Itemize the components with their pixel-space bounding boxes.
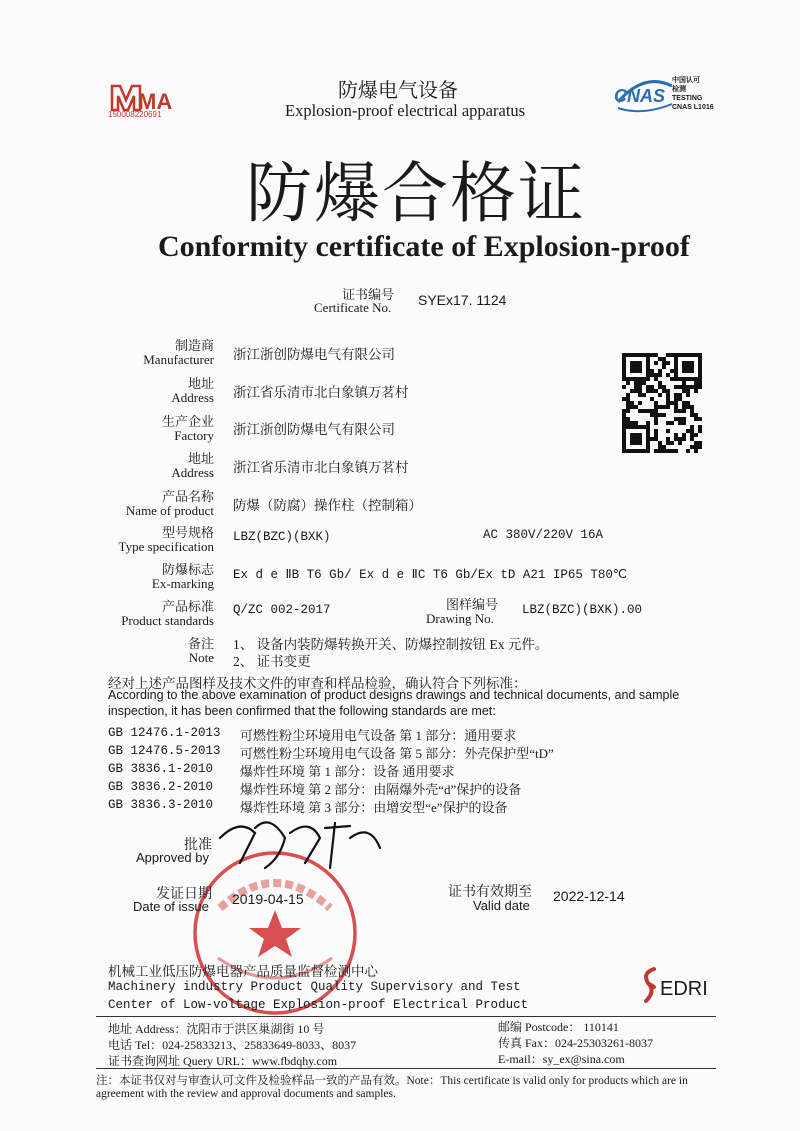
issuer-cn: 机械工业低压防爆电器产品质量监督检测中心 xyxy=(108,964,378,979)
qr-module xyxy=(682,417,686,421)
field-value-rating: AC 380V/220V 16A xyxy=(483,528,604,542)
qr-module xyxy=(662,405,666,409)
cma-number: 150008220691 xyxy=(108,110,162,119)
qr-module xyxy=(674,409,678,413)
standard-desc: 爆炸性环境 第 2 部分：由隔爆外壳“d”保护的设备 xyxy=(240,782,522,797)
qr-module xyxy=(670,369,674,373)
qr-module xyxy=(670,449,674,453)
statement-en-1: According to the above examination of product designs drawings and technical documents, and sample xyxy=(108,688,680,702)
note-line-1: 1、 设备内装防爆转换开关、防爆控制按钮 Ex 元件。 xyxy=(233,637,549,652)
qr-module xyxy=(670,421,674,425)
qr-module xyxy=(682,409,686,413)
field-label-en: Address xyxy=(171,390,214,405)
qr-module xyxy=(670,441,674,445)
note-line-2: 2、 证书变更 xyxy=(233,654,311,669)
field-value: Ex d e ⅡB T6 Gb/ Ex d e ⅡC T6 Gb/Ex tD A21 IP65 T80℃ xyxy=(233,568,627,582)
qr-module xyxy=(650,353,654,357)
qr-module xyxy=(682,389,686,393)
qr-module xyxy=(638,409,642,413)
statement-cn: 经对上述产品图样及技术文件的审查和样品检验，确认符合下列标准： xyxy=(108,676,527,691)
standard-desc: 爆炸性环境 第 3 部分：由增安型“e”保护的设备 xyxy=(240,800,508,815)
qr-module xyxy=(682,381,686,385)
qr-module xyxy=(658,385,662,389)
qr-module xyxy=(622,413,626,417)
qr-module xyxy=(634,381,638,385)
standard-code: GB 3836.1-2010 xyxy=(108,762,214,776)
contact-address: 地址 Address：沈阳市于洪区巢湖街 10 号 xyxy=(108,1022,325,1036)
qr-module xyxy=(658,393,662,397)
cnas-accreditation-text xyxy=(672,76,714,112)
qr-module xyxy=(686,389,690,393)
qr-module xyxy=(686,401,690,405)
contact-fax: 传真 Fax：024-25303261-8037 xyxy=(498,1036,653,1050)
qr-module xyxy=(682,421,686,425)
field-value: 浙江省乐清市北白象镇万茗村 xyxy=(233,385,409,400)
category-cn: 防爆电气设备 xyxy=(338,78,458,102)
qr-module xyxy=(654,429,658,433)
qr-module xyxy=(666,441,670,445)
cnas-line1: 中国认可 xyxy=(672,77,700,84)
qr-module xyxy=(650,409,654,413)
qr-module xyxy=(654,413,658,417)
valid-date-label-cn: 证书有效期至 xyxy=(448,885,532,900)
standard-desc: 可燃性粉尘环境用电气设备 第 5 部分：外壳保护型“tD” xyxy=(240,746,554,761)
qr-module xyxy=(694,381,698,385)
field-label-cn: 地址 xyxy=(187,376,214,391)
qr-module xyxy=(682,401,686,405)
qr-module xyxy=(658,445,662,449)
field-label-cn: 生产企业 xyxy=(161,414,214,429)
qr-module xyxy=(646,389,650,393)
sedri-logo xyxy=(640,965,720,1005)
qr-module xyxy=(654,437,658,441)
drawing-label-en: Drawing No. xyxy=(426,611,494,626)
qr-module xyxy=(646,385,650,389)
qr-module xyxy=(674,433,678,437)
field-label-cn: 防爆标志 xyxy=(161,562,214,577)
qr-module xyxy=(670,377,674,381)
approval-label-cn: 批准 xyxy=(184,838,212,853)
qr-module xyxy=(638,385,642,389)
qr-module xyxy=(630,405,634,409)
contact-url: 证书查询网址 Query URL：www.fbdqhy.com xyxy=(108,1054,338,1068)
qr-module xyxy=(654,405,658,409)
qr-module xyxy=(694,441,698,445)
qr-module xyxy=(626,393,630,397)
sedri-logo-text: EDRI xyxy=(660,978,708,1000)
qr-finder xyxy=(630,361,642,373)
qr-module xyxy=(662,361,666,365)
field-label-en: Type specification xyxy=(118,539,214,554)
qr-module xyxy=(678,397,682,401)
qr-module xyxy=(650,385,654,389)
field-label-en: Address xyxy=(171,465,214,480)
qr-module xyxy=(662,365,666,369)
qr-module xyxy=(674,393,678,397)
qr-module xyxy=(654,409,658,413)
standard-code: GB 3836.2-2010 xyxy=(108,780,214,794)
statement-en-2: inspection, it has been confirmed that the following standards are met: xyxy=(108,704,496,718)
qr-module xyxy=(642,381,646,385)
qr-module xyxy=(626,381,630,385)
qr-module xyxy=(690,425,694,429)
field-value: 浙江省乐清市北白象镇万茗村 xyxy=(233,460,409,475)
certificate-label-en: Certificate No. xyxy=(314,300,392,315)
field-value: LBZ(BZC)(BXK) xyxy=(233,530,331,544)
qr-module xyxy=(654,377,658,381)
qr-module xyxy=(666,401,670,405)
qr-module xyxy=(650,369,654,373)
qr-module xyxy=(654,353,658,357)
issuer-en-1: Machinery industry Product Quality Supervisory and Test xyxy=(108,980,521,994)
qr-module xyxy=(674,401,678,405)
qr-module xyxy=(626,401,630,405)
qr-module xyxy=(622,417,626,421)
qr-module xyxy=(698,425,702,429)
standard-code: GB 12476.5-2013 xyxy=(108,744,221,758)
field-value: 浙江浙创防爆电气有限公司 xyxy=(233,422,395,437)
qr-module xyxy=(666,361,670,365)
qr-module xyxy=(678,421,682,425)
qr-module xyxy=(666,449,670,453)
cnas-brand-text: CNAS xyxy=(614,86,666,106)
standard-desc: 爆炸性环境 第 1 部分：设备 通用要求 xyxy=(240,764,455,779)
qr-module xyxy=(658,373,662,377)
qr-module xyxy=(666,405,670,409)
standard-code: GB 12476.1-2013 xyxy=(108,726,221,740)
qr-module xyxy=(690,429,694,433)
qr-module xyxy=(674,417,678,421)
title-cn: 防爆合格证 xyxy=(246,155,586,232)
qr-module xyxy=(642,393,646,397)
qr-module xyxy=(682,405,686,409)
qr-module xyxy=(630,401,634,405)
qr-module xyxy=(658,357,662,361)
qr-module xyxy=(658,449,662,453)
issue-date-label-en: Date of issue xyxy=(133,899,209,914)
qr-module xyxy=(638,401,642,405)
qr-module xyxy=(626,409,630,413)
cnas-line4: CNAS L1016 xyxy=(672,104,714,111)
field-value: 浙江浙创防爆电气有限公司 xyxy=(233,347,395,362)
category-en: Explosion-proof electrical apparatus xyxy=(285,101,526,120)
cma-brand-text: MA xyxy=(138,89,173,114)
field-label-en: Note xyxy=(188,650,214,665)
qr-module xyxy=(674,405,678,409)
qr-module xyxy=(694,389,698,393)
qr-module xyxy=(658,405,662,409)
qr-module xyxy=(670,353,674,357)
qr-module xyxy=(658,413,662,417)
qr-module xyxy=(654,421,658,425)
qr-module xyxy=(662,389,666,393)
approval-label-en: Approved by xyxy=(136,850,209,865)
qr-module xyxy=(666,437,670,441)
qr-module xyxy=(678,409,682,413)
qr-module xyxy=(690,413,694,417)
qr-module xyxy=(650,413,654,417)
qr-module xyxy=(694,449,698,453)
qr-module xyxy=(634,405,638,409)
qr-module xyxy=(666,429,670,433)
footer-note-1: 注：本证书仅对与审查认可文件及检验样品一致的产品有效。Note：This certificate is valid only for products which are in xyxy=(96,1075,688,1087)
qr-module xyxy=(698,445,702,449)
field-label-cn: 地址 xyxy=(187,451,214,466)
field-value: 防爆（防腐）操作柱（控制箱） xyxy=(233,498,422,513)
signature xyxy=(210,808,390,878)
qr-module xyxy=(654,401,658,405)
field-label-en: Ex-marking xyxy=(151,576,214,591)
contact-tel: 电话 Tel：024-25833213、25833649-8033、8037 xyxy=(108,1038,357,1052)
field-label-en: Name of product xyxy=(125,503,214,518)
qr-module xyxy=(674,385,678,389)
field-label-cn: 备注 xyxy=(187,636,214,651)
footer-rule-bottom xyxy=(96,1068,716,1069)
qr-module xyxy=(650,397,654,401)
qr-module xyxy=(690,433,694,437)
qr-module xyxy=(666,373,670,377)
qr-module xyxy=(654,373,658,377)
qr-module xyxy=(646,409,650,413)
qr-module xyxy=(630,389,634,393)
qr-module xyxy=(626,405,630,409)
qr-module xyxy=(682,433,686,437)
qr-module xyxy=(694,433,698,437)
qr-module xyxy=(698,429,702,433)
cnas-logo xyxy=(612,72,676,116)
field-value: Q/ZC 002-2017 xyxy=(233,603,331,617)
field-label-en: Manufacturer xyxy=(143,352,214,367)
qr-module xyxy=(690,445,694,449)
qr-module xyxy=(686,429,690,433)
qr-module xyxy=(698,381,702,385)
qr-module xyxy=(650,373,654,377)
qr-module xyxy=(622,397,626,401)
qr-module xyxy=(638,389,642,393)
qr-module xyxy=(686,405,690,409)
qr-module xyxy=(658,441,662,445)
qr-module xyxy=(690,385,694,389)
qr-module xyxy=(658,381,662,385)
qr-module xyxy=(694,417,698,421)
qr-module xyxy=(650,389,654,393)
qr-module xyxy=(646,421,650,425)
qr-module xyxy=(666,397,670,401)
qr-module xyxy=(690,405,694,409)
qr-module xyxy=(678,393,682,397)
qr-module xyxy=(626,397,630,401)
qr-module xyxy=(682,437,686,441)
title-en: Conformity certificate of Explosion-proof xyxy=(158,230,690,263)
qr-module xyxy=(694,445,698,449)
issue-date-value: 2019-04-15 xyxy=(232,891,304,907)
contact-postcode: 邮编 Postcode： 110141 xyxy=(498,1020,619,1034)
qr-module xyxy=(650,437,654,441)
qr-module xyxy=(630,421,634,425)
qr-module xyxy=(674,397,678,401)
qr-module xyxy=(666,421,670,425)
qr-module xyxy=(654,389,658,393)
certificate-label-cn: 证书编号 xyxy=(342,287,395,302)
qr-module xyxy=(638,381,642,385)
qr-finder xyxy=(682,361,694,373)
qr-code xyxy=(621,351,703,455)
qr-module xyxy=(682,385,686,389)
qr-module xyxy=(666,393,670,397)
qr-module xyxy=(626,421,630,425)
qr-module xyxy=(654,361,658,365)
qr-module xyxy=(638,393,642,397)
qr-module xyxy=(634,421,638,425)
qr-module xyxy=(654,433,658,437)
qr-module xyxy=(662,413,666,417)
qr-module xyxy=(662,445,666,449)
qr-module xyxy=(626,417,630,421)
qr-module xyxy=(690,409,694,413)
qr-module xyxy=(686,385,690,389)
field-label-cn: 型号规格 xyxy=(161,525,214,540)
issuer-en-2: Center of Low-voltage Explosion-proof Electrical Product xyxy=(108,998,529,1012)
qr-finder xyxy=(630,433,642,445)
field-label-en: Factory xyxy=(174,428,214,443)
qr-module xyxy=(622,385,626,389)
qr-module xyxy=(694,385,698,389)
qr-module xyxy=(674,437,678,441)
footer-note-2: agreement with the review and approval documents and samples. xyxy=(96,1088,396,1100)
field-label-cn: 制造商 xyxy=(174,338,214,353)
qr-module xyxy=(666,389,670,393)
qr-module xyxy=(690,437,694,441)
contact-email: E-mail：sy_ex@sina.com xyxy=(498,1052,625,1066)
field-label-cn: 产品标准 xyxy=(161,599,214,614)
qr-module xyxy=(662,449,666,453)
qr-module xyxy=(634,389,638,393)
qr-module xyxy=(698,417,702,421)
qr-module xyxy=(694,413,698,417)
qr-module xyxy=(666,353,670,357)
qr-module xyxy=(698,385,702,389)
qr-module xyxy=(674,449,678,453)
issue-date-label-cn: 发证日期 xyxy=(156,887,212,902)
qr-module xyxy=(678,385,682,389)
qr-module xyxy=(654,417,658,421)
qr-module xyxy=(622,421,626,425)
drawing-label-cn: 图样编号 xyxy=(446,597,499,612)
valid-date-value: 2022-12-14 xyxy=(553,888,625,904)
qr-module xyxy=(658,369,662,373)
qr-module xyxy=(654,449,658,453)
qr-module xyxy=(678,417,682,421)
cnas-line2: 检测 xyxy=(672,86,686,93)
qr-module xyxy=(642,409,646,413)
footer-rule-top xyxy=(96,1016,716,1017)
qr-module xyxy=(634,385,638,389)
qr-module xyxy=(678,437,682,441)
qr-module xyxy=(662,357,666,361)
standard-code: GB 3836.3-2010 xyxy=(108,798,214,812)
drawing-number: LBZ(BZC)(BXK).00 xyxy=(522,603,643,617)
certificate-number: SYEx17. 1124 xyxy=(418,292,507,308)
qr-module xyxy=(678,441,682,445)
valid-date-label-en: Valid date xyxy=(473,898,530,913)
qr-module xyxy=(686,449,690,453)
qr-module xyxy=(622,409,626,413)
qr-module xyxy=(686,393,690,397)
field-label-en: Product standards xyxy=(121,613,214,628)
field-label-cn: 产品名称 xyxy=(161,489,214,504)
qr-module xyxy=(698,441,702,445)
qr-module xyxy=(670,401,674,405)
qr-module xyxy=(662,385,666,389)
standard-desc: 可燃性粉尘环境用电气设备 第 1 部分：通用要求 xyxy=(240,728,517,743)
cnas-line3: TESTING xyxy=(672,95,703,102)
